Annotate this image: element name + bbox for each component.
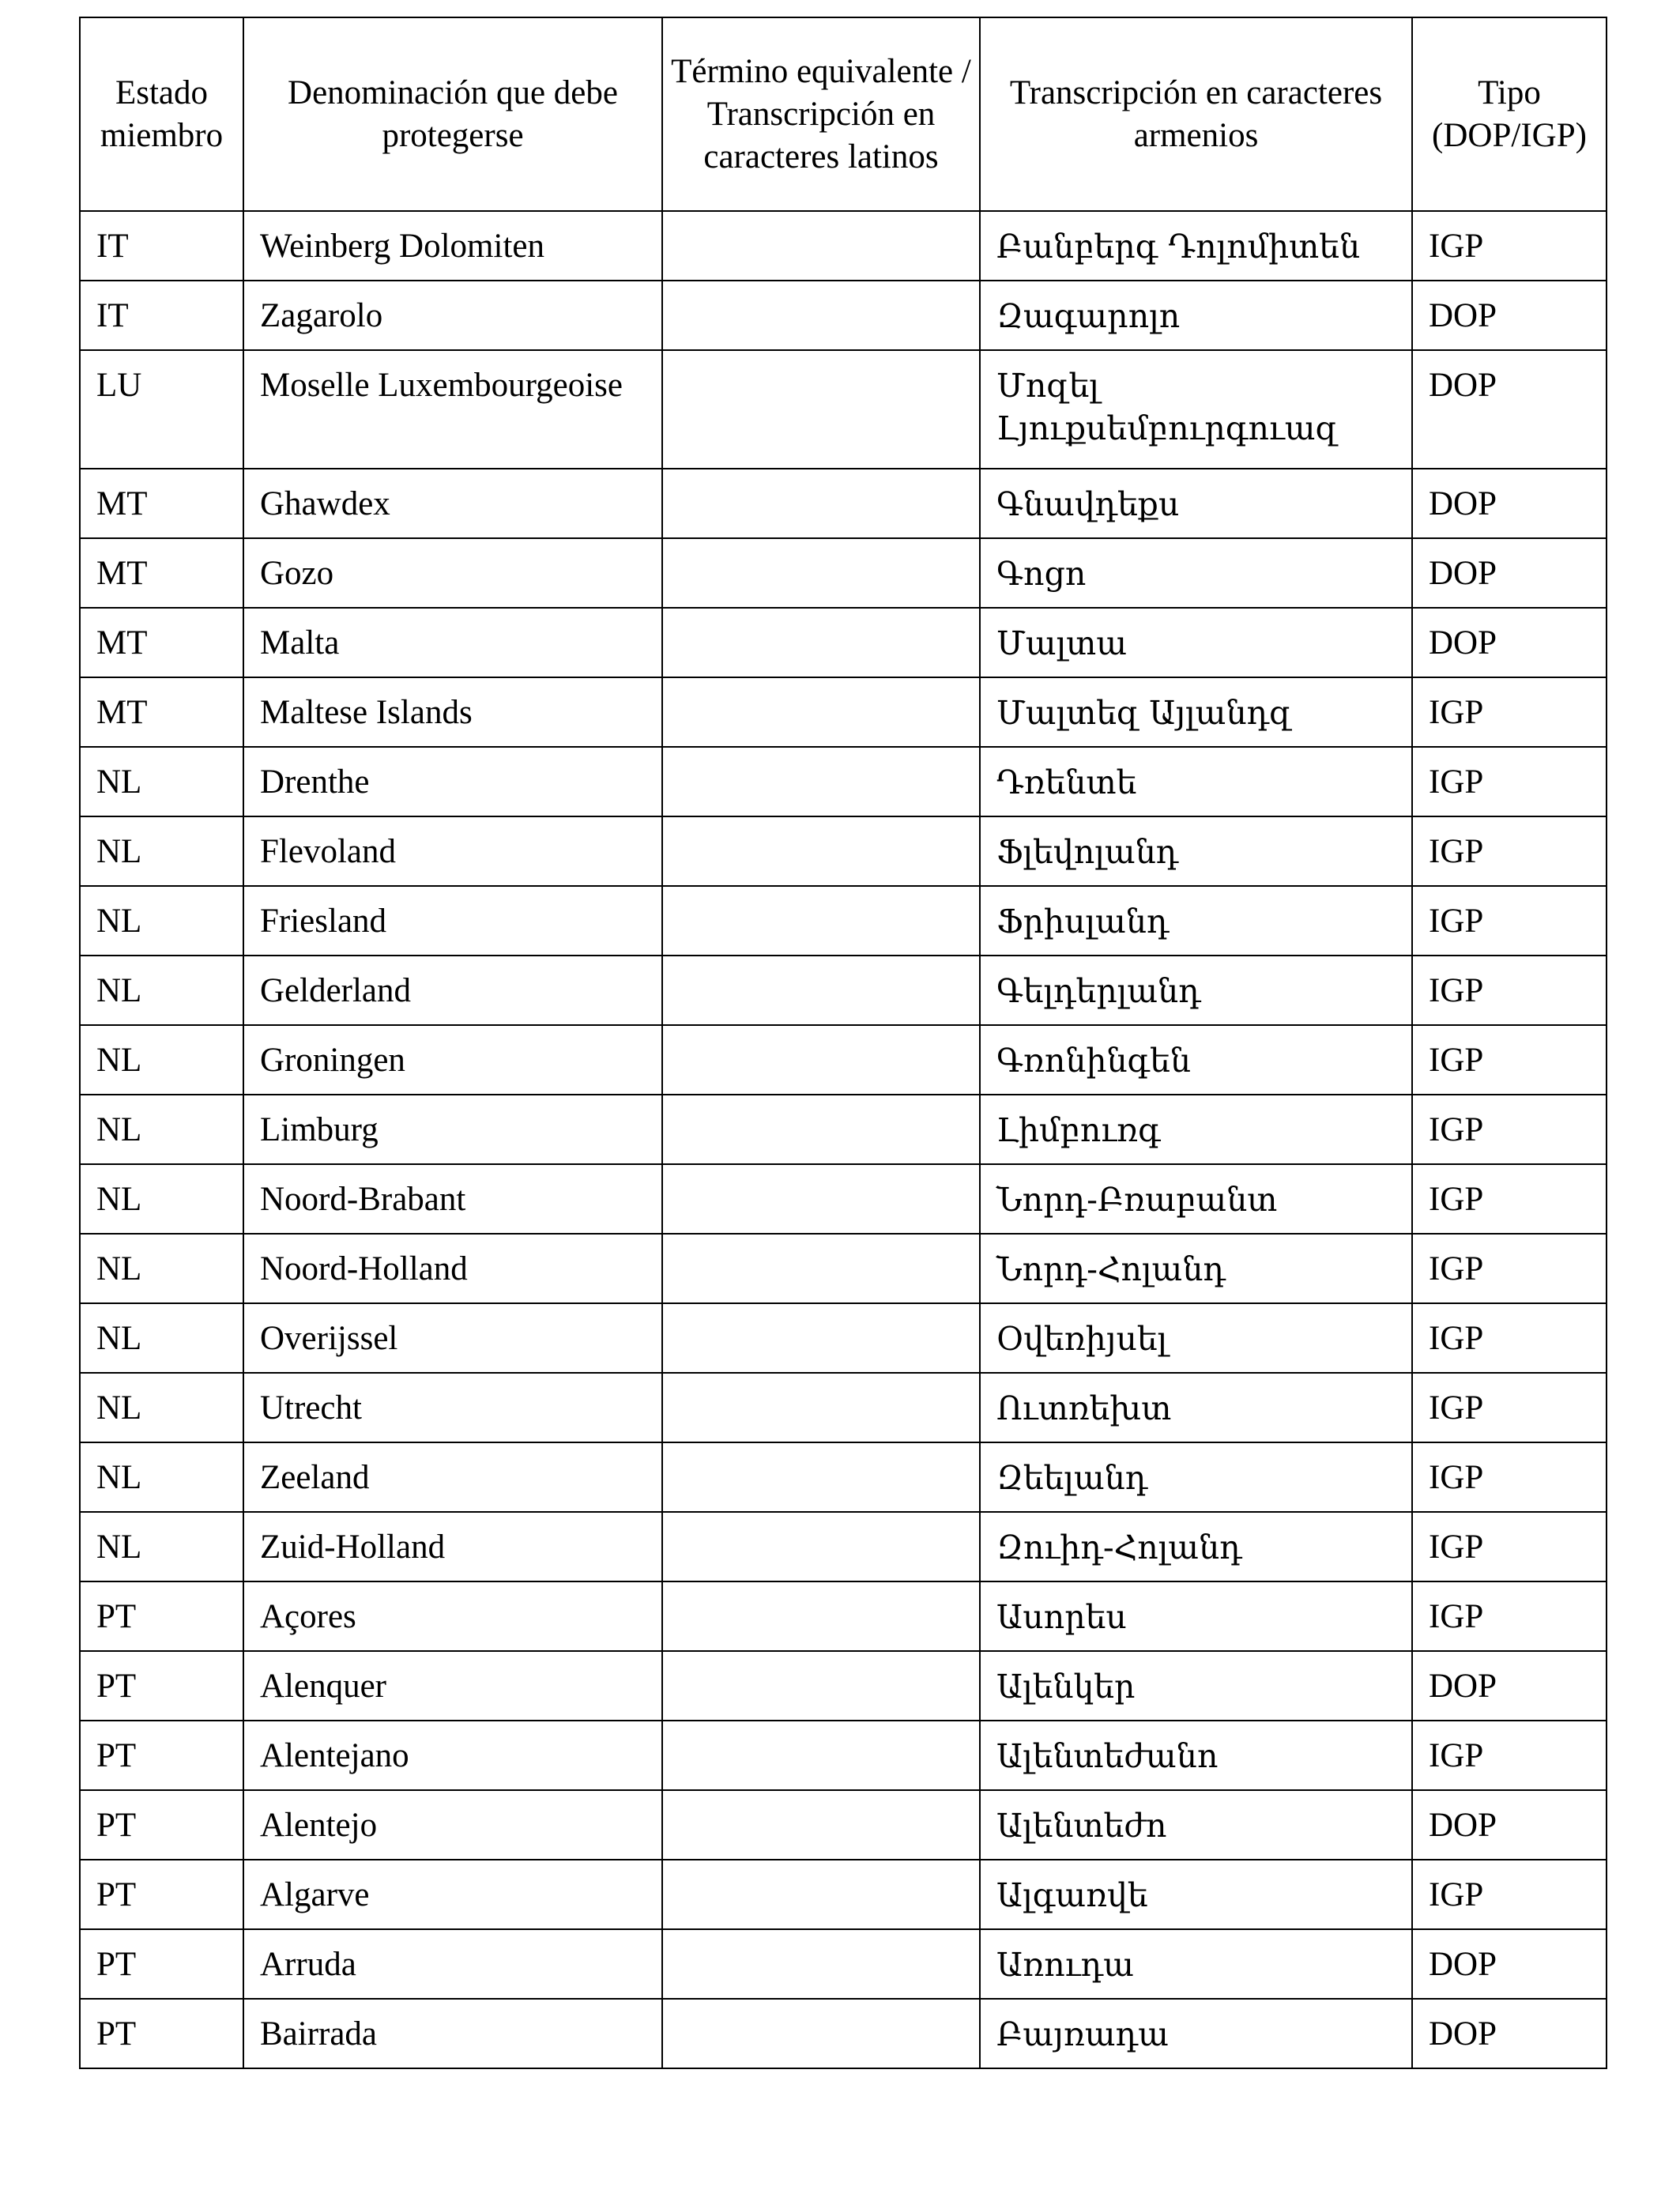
cell-denominacion: Weinberg Dolomiten xyxy=(243,211,662,281)
cell-termino xyxy=(662,1790,980,1860)
cell-termino xyxy=(662,1512,980,1581)
table-row xyxy=(80,677,1607,747)
cell-denominacion: Overijssel xyxy=(243,1303,662,1373)
cell-estado: MT xyxy=(80,538,243,608)
cell-termino xyxy=(662,1303,980,1373)
table-row xyxy=(80,886,1607,956)
cell-denominacion: Malta xyxy=(243,608,662,677)
cell-armenio: Դռենտե xyxy=(980,747,1412,816)
cell-termino xyxy=(662,469,980,538)
cell-estado: PT xyxy=(80,1581,243,1651)
cell-estado: NL xyxy=(80,747,243,816)
cell-estado: IT xyxy=(80,211,243,281)
cell-termino xyxy=(662,886,980,956)
cell-estado: NL xyxy=(80,1095,243,1164)
table-row xyxy=(80,1373,1607,1442)
cell-denominacion: Zeeland xyxy=(243,1442,662,1512)
cell-estado: NL xyxy=(80,816,243,886)
cell-tipo: IGP xyxy=(1412,1095,1607,1164)
cell-armenio: Նորդ-Բռաբանտ xyxy=(980,1164,1412,1234)
table-row xyxy=(80,1790,1607,1860)
cell-termino xyxy=(662,956,980,1025)
header-estado: Estado miembro xyxy=(80,17,243,211)
cell-termino xyxy=(662,747,980,816)
table-row xyxy=(80,1303,1607,1373)
cell-termino xyxy=(662,1442,980,1512)
cell-armenio: Ֆրիսլանդ xyxy=(980,886,1412,956)
cell-armenio: Գռոնինգեն xyxy=(980,1025,1412,1095)
cell-estado: LU xyxy=(80,350,243,469)
cell-termino xyxy=(662,608,980,677)
cell-termino xyxy=(662,1095,980,1164)
cell-estado: NL xyxy=(80,956,243,1025)
cell-tipo: IGP xyxy=(1412,1373,1607,1442)
cell-armenio: Մոզել Լյուքսեմբուրգուազ xyxy=(980,350,1412,469)
cell-armenio: Ալենտեժանո xyxy=(980,1721,1412,1790)
cell-denominacion: Flevoland xyxy=(243,816,662,886)
cell-tipo: DOP xyxy=(1412,1929,1607,1999)
cell-termino xyxy=(662,1999,980,2068)
cell-tipo: IGP xyxy=(1412,1164,1607,1234)
cell-estado: PT xyxy=(80,1790,243,1860)
header-armenio: Transcripción en caracteres armenios xyxy=(980,17,1412,211)
table-row xyxy=(80,1929,1607,1999)
cell-estado: MT xyxy=(80,469,243,538)
cell-termino xyxy=(662,1234,980,1303)
table-row xyxy=(80,1860,1607,1929)
cell-denominacion: Zagarolo xyxy=(243,281,662,350)
cell-denominacion: Alentejo xyxy=(243,1790,662,1860)
cell-tipo: IGP xyxy=(1412,1303,1607,1373)
cell-estado: IT xyxy=(80,281,243,350)
header-tipo: Tipo (DOP/IGP) xyxy=(1412,17,1607,211)
cell-estado: NL xyxy=(80,1164,243,1234)
cell-estado: MT xyxy=(80,608,243,677)
table-row xyxy=(80,1025,1607,1095)
cell-termino xyxy=(662,281,980,350)
cell-tipo: IGP xyxy=(1412,211,1607,281)
cell-tipo: IGP xyxy=(1412,1234,1607,1303)
cell-estado: NL xyxy=(80,1442,243,1512)
table-row xyxy=(80,1442,1607,1512)
cell-termino xyxy=(662,1860,980,1929)
cell-estado: NL xyxy=(80,1025,243,1095)
table-row xyxy=(80,538,1607,608)
cell-tipo: DOP xyxy=(1412,1999,1607,2068)
cell-tipo: DOP xyxy=(1412,281,1607,350)
cell-termino xyxy=(662,1025,980,1095)
cell-estado: NL xyxy=(80,1303,243,1373)
table-row xyxy=(80,1999,1607,2068)
cell-denominacion: Friesland xyxy=(243,886,662,956)
table-row xyxy=(80,1721,1607,1790)
cell-denominacion: Drenthe xyxy=(243,747,662,816)
cell-denominacion: Maltese Islands xyxy=(243,677,662,747)
table-row xyxy=(80,1512,1607,1581)
cell-tipo: DOP xyxy=(1412,608,1607,677)
cell-armenio: Ալենկեր xyxy=(980,1651,1412,1721)
table-row xyxy=(80,1581,1607,1651)
table-row xyxy=(80,350,1607,469)
table-row xyxy=(80,211,1607,281)
cell-estado: NL xyxy=(80,1512,243,1581)
cell-armenio: Ֆլեվոլանդ xyxy=(980,816,1412,886)
cell-denominacion: Alentejano xyxy=(243,1721,662,1790)
cell-armenio: Զագարոլո xyxy=(980,281,1412,350)
cell-termino xyxy=(662,538,980,608)
cell-denominacion: Açores xyxy=(243,1581,662,1651)
cell-denominacion: Limburg xyxy=(243,1095,662,1164)
cell-estado: PT xyxy=(80,1651,243,1721)
cell-tipo: IGP xyxy=(1412,886,1607,956)
cell-denominacion: Gelderland xyxy=(243,956,662,1025)
cell-tipo: DOP xyxy=(1412,538,1607,608)
cell-tipo: DOP xyxy=(1412,350,1607,469)
cell-denominacion: Ghawdex xyxy=(243,469,662,538)
cell-armenio: Ալենտեժո xyxy=(980,1790,1412,1860)
table-row xyxy=(80,1164,1607,1234)
cell-tipo: DOP xyxy=(1412,469,1607,538)
cell-denominacion: Utrecht xyxy=(243,1373,662,1442)
cell-armenio: Բանբերգ Դոլոմիտեն xyxy=(980,211,1412,281)
table-row xyxy=(80,747,1607,816)
table-row xyxy=(80,608,1607,677)
cell-denominacion: Bairrada xyxy=(243,1999,662,2068)
cell-armenio: Ուտռեխտ xyxy=(980,1373,1412,1442)
cell-denominacion: Groningen xyxy=(243,1025,662,1095)
cell-estado: NL xyxy=(80,1234,243,1303)
cell-armenio: Գոցո xyxy=(980,538,1412,608)
cell-tipo: DOP xyxy=(1412,1790,1607,1860)
cell-termino xyxy=(662,1721,980,1790)
cell-estado: PT xyxy=(80,1860,243,1929)
table-row xyxy=(80,1095,1607,1164)
table-row xyxy=(80,469,1607,538)
cell-denominacion: Arruda xyxy=(243,1929,662,1999)
cell-denominacion: Moselle Luxembourgeoise xyxy=(243,350,662,469)
cell-armenio: Գնավդեքս xyxy=(980,469,1412,538)
cell-termino xyxy=(662,816,980,886)
cell-denominacion: Gozo xyxy=(243,538,662,608)
cell-armenio: Ալգառվե xyxy=(980,1860,1412,1929)
cell-tipo: DOP xyxy=(1412,1651,1607,1721)
cell-tipo: IGP xyxy=(1412,677,1607,747)
cell-armenio: Զուիդ-Հոլանդ xyxy=(980,1512,1412,1581)
cell-tipo: IGP xyxy=(1412,1025,1607,1095)
cell-armenio: Առուդա xyxy=(980,1929,1412,1999)
cell-denominacion: Noord-Holland xyxy=(243,1234,662,1303)
cell-termino xyxy=(662,1373,980,1442)
header-denominacion: Denominación que debe protegerse xyxy=(243,17,662,211)
cell-tipo: IGP xyxy=(1412,816,1607,886)
cell-armenio: Մալտեզ Այլանդզ xyxy=(980,677,1412,747)
cell-tipo: IGP xyxy=(1412,1860,1607,1929)
cell-denominacion: Alenquer xyxy=(243,1651,662,1721)
table-body xyxy=(80,211,1607,2068)
table-row xyxy=(80,1651,1607,1721)
table-row xyxy=(80,816,1607,886)
cell-denominacion: Noord-Brabant xyxy=(243,1164,662,1234)
cell-tipo: IGP xyxy=(1412,1721,1607,1790)
cell-armenio: Լիմբուռգ xyxy=(980,1095,1412,1164)
table-row xyxy=(80,1234,1607,1303)
cell-termino xyxy=(662,211,980,281)
cell-estado: NL xyxy=(80,1373,243,1442)
cell-armenio: Զեելանդ xyxy=(980,1442,1412,1512)
cell-denominacion: Zuid-Holland xyxy=(243,1512,662,1581)
cell-armenio: Մալտա xyxy=(980,608,1412,677)
cell-termino xyxy=(662,677,980,747)
cell-tipo: IGP xyxy=(1412,956,1607,1025)
cell-termino xyxy=(662,1581,980,1651)
cell-armenio: Նորդ-Հոլանդ xyxy=(980,1234,1412,1303)
table-row xyxy=(80,281,1607,350)
cell-estado: NL xyxy=(80,886,243,956)
table-row xyxy=(80,956,1607,1025)
cell-tipo: IGP xyxy=(1412,747,1607,816)
names-table xyxy=(79,17,1607,2069)
cell-armenio: Ասորես xyxy=(980,1581,1412,1651)
cell-tipo: IGP xyxy=(1412,1581,1607,1651)
cell-estado: PT xyxy=(80,1999,243,2068)
cell-tipo: IGP xyxy=(1412,1512,1607,1581)
cell-denominacion: Algarve xyxy=(243,1860,662,1929)
cell-tipo: IGP xyxy=(1412,1442,1607,1512)
cell-estado: MT xyxy=(80,677,243,747)
cell-termino xyxy=(662,350,980,469)
cell-termino xyxy=(662,1929,980,1999)
cell-armenio: Գելդերլանդ xyxy=(980,956,1412,1025)
header-row xyxy=(80,17,1607,211)
header-termino: Término equivalente / Transcripción en caracteres latinos xyxy=(662,17,980,211)
cell-termino xyxy=(662,1651,980,1721)
cell-estado: PT xyxy=(80,1929,243,1999)
cell-armenio: Օվեռիյսել xyxy=(980,1303,1412,1373)
cell-termino xyxy=(662,1164,980,1234)
cell-estado: PT xyxy=(80,1721,243,1790)
cell-armenio: Բայռադա xyxy=(980,1999,1412,2068)
